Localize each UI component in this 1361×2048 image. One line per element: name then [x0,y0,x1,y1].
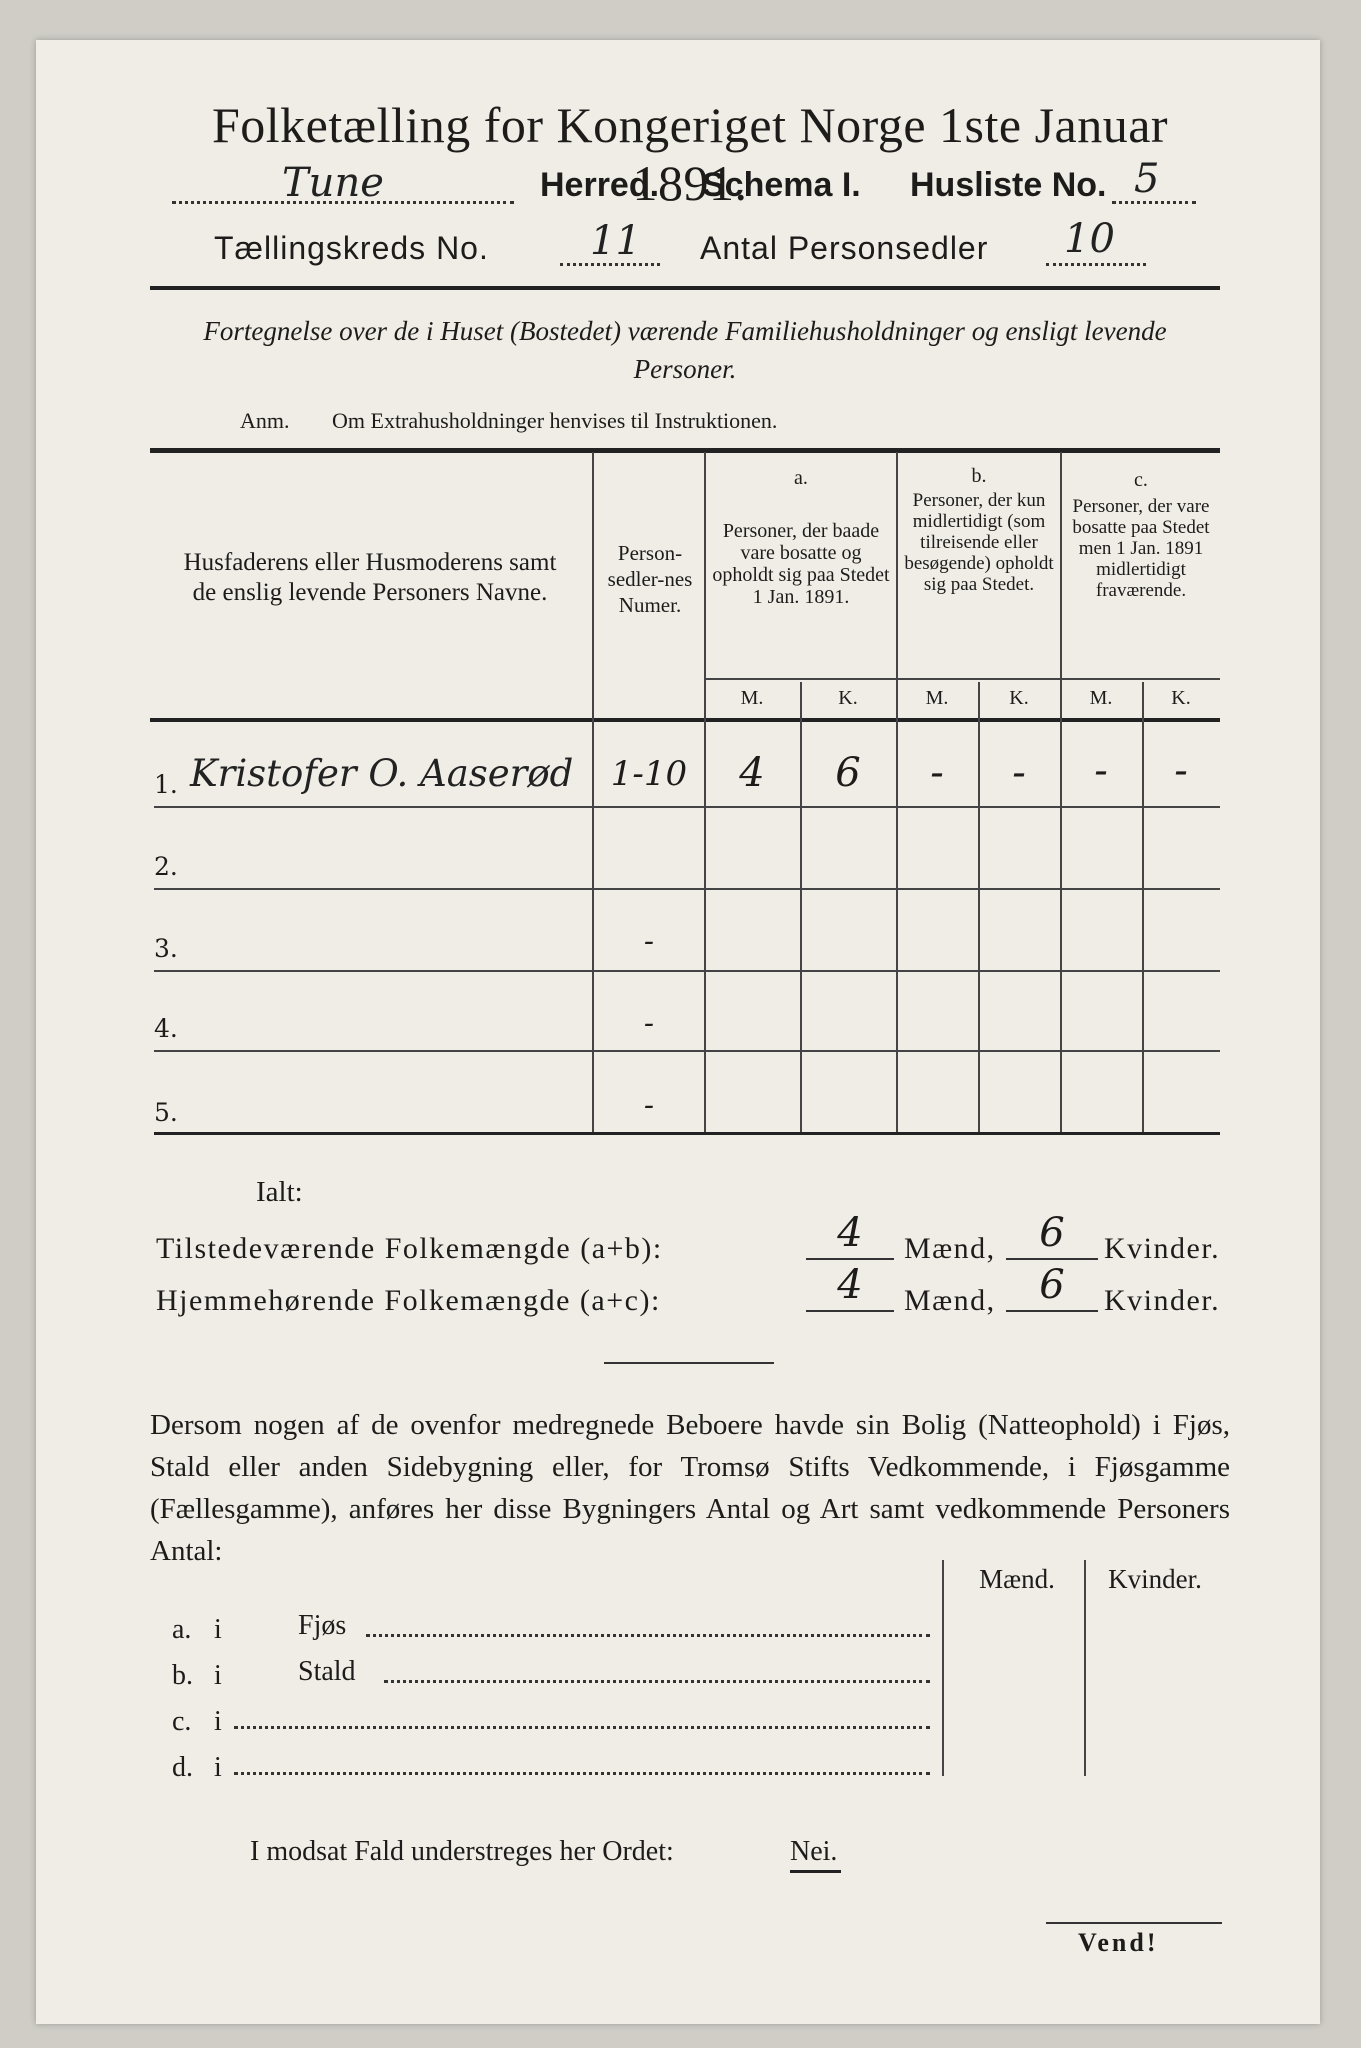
buildings-maend-header: Mænd. [979,1564,1055,1594]
building-dots [366,1634,930,1637]
hjem-k-line [1006,1310,1098,1312]
table-row-b-k: - [1012,750,1026,796]
row-line-5 [154,1132,1220,1135]
row-line-1 [154,806,1220,808]
table-row-c-m: - [1094,748,1108,794]
tilst-k-line [1006,1258,1098,1260]
building-dots [384,1680,930,1683]
herred-value: Tune [282,160,384,206]
hjem-m-line [806,1310,894,1312]
vend-text: Vend! [1078,1928,1159,1957]
ialt-label: Ialt: [256,1176,303,1208]
col-a-k: K. [838,687,858,709]
husliste-label: Husliste No. [910,166,1107,204]
herred-label: Herred. [540,166,660,204]
tilst-m-line [806,1258,894,1260]
antal-value: 10 [1064,216,1115,262]
tilst-m-value: 4 [837,1210,863,1256]
building-i: i [214,1706,222,1737]
header-divider [150,286,1220,290]
col-header-b: Personer, der kun midlertidigt (som tilreisende eller besøgende) opholdt sig paa Stedet. [904,490,1054,595]
col-header-a-letter: a. [794,467,808,489]
table-row-number: 3. [154,934,178,963]
hjem-kvinder: Kvinder. [1104,1284,1221,1317]
col-divider-name [592,452,594,1132]
row-line-4 [154,1050,1220,1052]
table-row-numer: - [643,1088,655,1123]
instruction-paragraph: Dersom nogen af de ovenfor medregnede Beboere havde sin Bolig (Natteophold) i Fjøs, Stald eller anden Sidebygning eller, for Tromsø Stifts Vedkommende, i Fjøsgamme (Fællesgamme), anføres her disse Bygningers Antal og Art samt vedkommende Personers Antal: [150,1409,1230,1567]
col-header-c: Personer, der vare bosatte paa Stedet men 1 Jan. 1891 midlertidigt fraværende. [1072,496,1210,601]
hjem-m-value: 4 [837,1262,863,1308]
building-letter: d. [172,1752,193,1783]
col-header-numer: Person-sedler-nes Numer. [607,541,693,617]
col-c-k: K. [1171,687,1191,709]
building-dots [234,1772,930,1775]
kreds-value: 11 [590,218,641,264]
row-line-3 [154,970,1220,972]
table-row-b-m: - [930,750,944,796]
building-label-stald: Stald [298,1656,356,1687]
col-header-c-letter: c. [1134,469,1148,491]
col-b-k: K. [1009,687,1029,709]
form-title: Folketælling for Kongeriget Norge 1ste Januar 1891. [211,97,1169,211]
nei-word: Nei. [790,1836,841,1873]
table-row-number: 5. [154,1098,178,1127]
buildings-kvinder-header: Kvinder. [1108,1564,1202,1594]
buildings-col-divider-1 [942,1560,944,1776]
table-row-numer: 1-10 [610,754,688,794]
building-label-fjos: Fjøs [298,1610,347,1641]
buildings-col-divider-2 [1084,1560,1086,1776]
table-row-number: 2. [154,852,178,881]
intro-text: Fortegnelse over de i Huset (Bostedet) værende Familiehusholdninger og ensligt levende Personer. [203,316,1167,384]
tilst-maend: Mænd, [904,1232,996,1265]
building-i: i [214,1752,222,1783]
col-a-m: M. [740,687,764,709]
table-row-numer: - [643,924,655,959]
schema-label: Schema I. [702,166,861,204]
building-letter: c. [172,1706,192,1737]
building-i: i [214,1660,222,1691]
husliste-value: 5 [1134,156,1160,202]
building-dots [234,1726,930,1729]
row-line-2 [154,888,1220,890]
building-letter: b. [172,1660,193,1691]
building-i: i [214,1614,222,1645]
table-row-name: Kristofer O. Aaserød [190,752,574,795]
table-row-numer: - [643,1006,655,1041]
section-divider [604,1362,774,1364]
table-row-c-k: - [1174,748,1188,794]
hjem-k-value: 6 [1039,1262,1065,1308]
table-row-number: 1. [154,770,178,799]
antal-label: Antal Personsedler [700,230,989,266]
tilst-kvinder: Kvinder. [1104,1232,1221,1265]
tilst-label: Tilstedeværende Folkemængde (a+b): [156,1232,663,1265]
col-header-name: Husfaderens eller Husmoderens samt de enslig levende Personers Navne. [183,549,557,606]
kreds-label: Tællingskreds No. [214,230,489,266]
anm-text: Om Extrahusholdninger henvises til Instruktionen. [332,408,778,433]
col-c-m: M. [1089,687,1113,709]
vend-rule [1046,1922,1222,1924]
mk-divider [704,678,1220,680]
hjem-label: Hjemmehørende Folkemængde (a+c): [156,1284,661,1317]
col-header-b-letter: b. [971,465,987,487]
col-b-m: M. [925,687,949,709]
building-letter: a. [172,1614,192,1645]
table-row-a-k: 6 [835,750,861,796]
modsat-text: I modsat Fald understreges her Ordet: [250,1836,674,1867]
hjem-maend: Mænd, [904,1284,996,1317]
anm-label: Anm. [240,408,290,433]
tilst-k-value: 6 [1039,1210,1065,1256]
col-header-a: Personer, der baade vare bosatte og opholdt sig paa Stedet 1 Jan. 1891. [712,520,890,608]
table-row-a-m: 4 [739,750,765,796]
table-row-number: 4. [154,1014,178,1043]
